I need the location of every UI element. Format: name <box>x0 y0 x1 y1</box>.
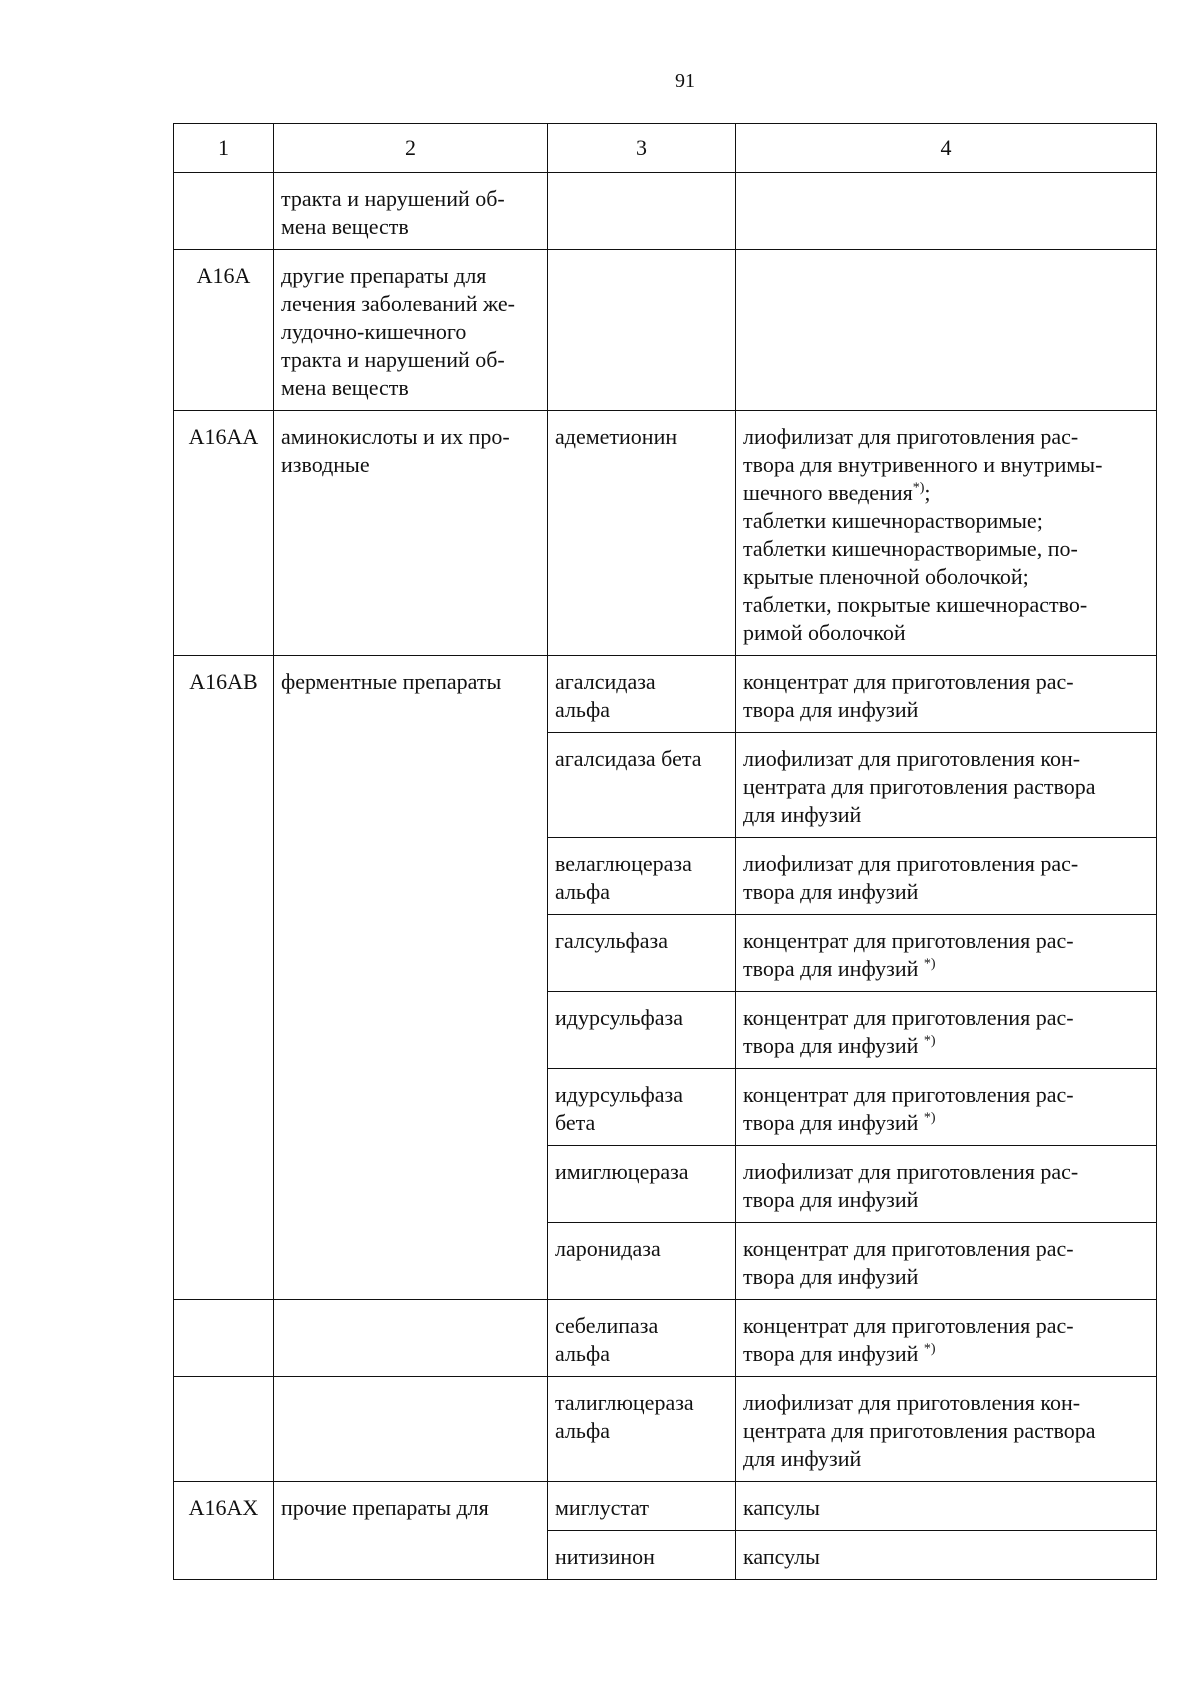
atc-code: А16А <box>174 250 274 411</box>
dosage-form-text: лиофилизат для приготовления рас- твора для внутривенного и внутримы- шечного введения <box>743 424 1103 505</box>
table-row <box>174 1482 1157 1531</box>
dosage-form: лиофилизат для приготовления рас- твора для инфузий <box>736 1146 1157 1223</box>
column-header-2: 2 <box>274 124 548 173</box>
dosage-form-text: концентрат для приготовления рас- твора для инфузий <box>743 1005 1074 1058</box>
dosage-form: лиофилизат для приготовления кон- центрата для приготовления раствора для инфузий <box>736 1377 1157 1482</box>
column-header-4: 4 <box>736 124 1157 173</box>
group-name: ферментные препараты <box>274 656 548 1300</box>
substance-name <box>548 173 736 250</box>
substance-name: велаглюцераза альфа <box>548 838 736 915</box>
atc-code: А16АВ <box>174 656 274 1300</box>
substance-name: агалсидаза бета <box>548 733 736 838</box>
substance-name: агалсидаза альфа <box>548 656 736 733</box>
substance-name: идурсульфаза бета <box>548 1069 736 1146</box>
dosage-form <box>736 1069 1157 1146</box>
dosage-form: лиофилизат для приготовления кон- центрата для приготовления раствора для инфузий <box>736 733 1157 838</box>
dosage-form-text: концентрат для приготовления рас- твора для инфузий <box>743 1313 1074 1366</box>
substance-name: талиглюцераза альфа <box>548 1377 736 1482</box>
atc-code: А16АХ <box>174 1482 274 1580</box>
footnote-mark: *) <box>923 1033 936 1049</box>
atc-code <box>174 1377 274 1482</box>
table-row <box>174 656 1157 733</box>
table-row <box>174 250 1157 411</box>
column-header-1: 1 <box>174 124 274 173</box>
atc-code <box>174 173 274 250</box>
dosage-form-text: концентрат для приготовления рас- твора для инфузий <box>743 928 1074 981</box>
group-name: аминокислоты и их про- изводные <box>274 411 548 656</box>
substance-name: ларонидаза <box>548 1223 736 1300</box>
table-row <box>174 411 1157 656</box>
dosage-form <box>736 992 1157 1069</box>
group-name <box>274 1377 548 1482</box>
group-name <box>274 1300 548 1377</box>
substance-name: идурсульфаза <box>548 992 736 1069</box>
atc-code <box>174 1300 274 1377</box>
footnote-mark: *) <box>923 1110 936 1126</box>
table-row <box>174 1377 1157 1482</box>
column-header-3: 3 <box>548 124 736 173</box>
dosage-form <box>736 915 1157 992</box>
table-row <box>174 1300 1157 1377</box>
dosage-form: лиофилизат для приготовления рас- твора для инфузий <box>736 838 1157 915</box>
group-name: другие препараты для лечения заболеваний же- лудочно-кишечного тракта и нарушений об- мена веществ <box>274 250 548 411</box>
substance-name: галсульфаза <box>548 915 736 992</box>
dosage-form <box>736 250 1157 411</box>
dosage-form: капсулы <box>736 1531 1157 1580</box>
dosage-form <box>736 411 1157 656</box>
substance-name: миглустат <box>548 1482 736 1531</box>
atc-code: А16АА <box>174 411 274 656</box>
footnote-mark: *) <box>912 480 925 496</box>
substance-name: себелипаза альфа <box>548 1300 736 1377</box>
dosage-form-text: концентрат для приготовления рас- твора для инфузий <box>743 1082 1074 1135</box>
dosage-form <box>736 1300 1157 1377</box>
dosage-form: концентрат для приготовления рас- твора для инфузий <box>736 1223 1157 1300</box>
table-row <box>174 173 1157 250</box>
dosage-form: концентрат для приготовления рас- твора для инфузий <box>736 656 1157 733</box>
dosage-form-text: ; таблетки кишечнорастворимые; таблетки кишечнорастворимые, по- крытые пленочной оболочкой; таблетки, покрытые кишечнораство- римой оболочкой <box>743 480 1088 645</box>
substance-name: имиглюцераза <box>548 1146 736 1223</box>
dosage-form: капсулы <box>736 1482 1157 1531</box>
drug-table <box>173 123 1157 1580</box>
dosage-form <box>736 173 1157 250</box>
header-row <box>174 124 1157 173</box>
footnote-mark: *) <box>923 1341 936 1357</box>
footnote-mark: *) <box>923 956 936 972</box>
page-number: 91 <box>675 70 695 92</box>
group-name: прочие препараты для <box>274 1482 548 1580</box>
group-name: тракта и нарушений об- мена веществ <box>274 173 548 250</box>
substance-name: нитизинон <box>548 1531 736 1580</box>
substance-name <box>548 250 736 411</box>
substance-name: адеметионин <box>548 411 736 656</box>
